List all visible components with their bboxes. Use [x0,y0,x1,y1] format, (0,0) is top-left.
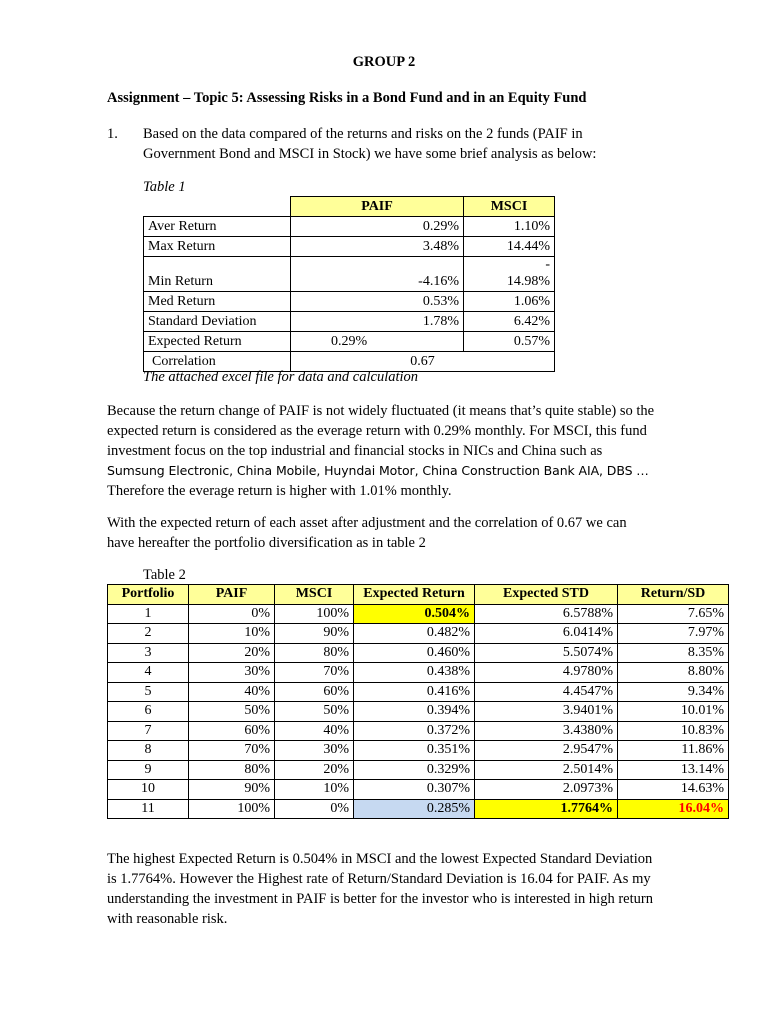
item-number: 1. [107,126,118,142]
page-heading: GROUP 2 [352,54,416,70]
msci-weight-cell: 90% [275,624,354,644]
paragraph-line: understanding the investment in PAIF is better for the investor who is interested in high return [107,891,653,907]
paif-weight-cell: 40% [189,682,275,702]
paragraph-line: investment focus on the top industrial and financial stocks in NICs and China such as [107,443,603,459]
paif-value: -4.16% [291,257,464,292]
paif-weight-cell: 80% [189,760,275,780]
table2 [107,584,729,819]
expected-return-cell: 0.438% [354,663,475,683]
table-row [108,721,729,741]
table1-header-blank [144,197,291,217]
expected-std-cell: 6.5788% [475,604,618,624]
return-sd-cell: 16.04% [618,799,729,819]
row-label: Max Return [144,237,291,257]
expected-return-cell: 0.394% [354,702,475,722]
expected-std-cell: 3.4380% [475,721,618,741]
paif-weight-cell: 90% [189,780,275,800]
return-sd-cell: 8.80% [618,663,729,683]
table-row [108,643,729,663]
expected-return-cell: 0.416% [354,682,475,702]
row-label: Aver Return [144,217,291,237]
expected-return-cell: 0.482% [354,624,475,644]
table2-header-return-sd: Return/SD [618,585,729,605]
correlation-value: 0.67 [291,352,555,372]
expected-std-cell: 2.9547% [475,741,618,761]
table2-header-row [108,585,729,605]
return-sd-cell: 10.01% [618,702,729,722]
paragraph-line: expected return is considered as the everage return with 0.29% monthly. For MSCI, this fund [107,423,647,439]
msci-minus-sign: - [545,257,550,272]
table-row [108,799,729,819]
portfolio-cell: 6 [108,702,189,722]
msci-weight-cell: 0% [275,799,354,819]
portfolio-cell: 1 [108,604,189,624]
paif-value: 3.48% [291,237,464,257]
table-row [108,760,729,780]
table2-header-portfolio: Portfolio [108,585,189,605]
paif-weight-cell: 50% [189,702,275,722]
portfolio-cell: 5 [108,682,189,702]
return-sd-cell: 14.63% [618,780,729,800]
paif-weight-cell: 100% [189,799,275,819]
return-sd-cell: 10.83% [618,721,729,741]
paif-value: 0.53% [291,292,464,312]
paragraph-line: is 1.7764%. However the Highest rate of Return/Standard Deviation is 16.04 for PAIF. As my [107,871,651,887]
table1-row [144,312,555,332]
paif-weight-cell: 0% [189,604,275,624]
msci-value: 14.98% [506,274,550,289]
msci-weight-cell: 100% [275,604,354,624]
table2-header-expected-return: Expected Return [354,585,475,605]
paragraph-line: Because the return change of PAIF is not widely fluctuated (it means that’s quite stable) so the [107,403,655,419]
row-label: Expected Return [144,332,291,352]
msci-value: 0.57% [464,332,555,352]
table1-caption: Table 1 [143,179,186,195]
return-sd-cell: 7.97% [618,624,729,644]
portfolio-cell: 8 [108,741,189,761]
expected-return-cell: 0.460% [354,643,475,663]
table-row [108,663,729,683]
paif-value: 1.78% [291,312,464,332]
row-label: Correlation [144,352,291,372]
paragraph-line: have hereafter the portfolio diversification as in table 2 [107,535,426,551]
row-label: Med Return [144,292,291,312]
return-sd-cell: 8.35% [618,643,729,663]
msci-value: 14.44% [464,237,555,257]
assignment-title: Assignment – Topic 5: Assessing Risks in a Bond Fund and in an Equity Fund [107,90,587,106]
paif-weight-cell: 20% [189,643,275,663]
paragraph-line: Sumsung Electronic, China Mobile, Huyndai Motor, China Construction Bank AIA, DBS … [107,463,649,478]
row-label: Min Return [144,257,291,292]
portfolio-cell: 9 [108,760,189,780]
table1-note: The attached excel file for data and calculation [143,369,419,385]
table-row [108,741,729,761]
analysis-paragraph [107,401,682,501]
expected-return-cell: 0.307% [354,780,475,800]
table2-header-msci-weight: MSCI [275,585,354,605]
paragraph-line: With the expected return of each asset after adjustment and the correlation of 0.67 we can [107,515,627,531]
msci-weight-cell: 70% [275,663,354,683]
table2-header-paif-weight: PAIF [189,585,275,605]
paif-value: 0.29% [291,332,464,352]
paif-weight-cell: 60% [189,721,275,741]
paif-weight-cell: 10% [189,624,275,644]
table2-caption: Table 2 [143,567,186,583]
expected-std-cell: 6.0414% [475,624,618,644]
return-sd-cell: 13.14% [618,760,729,780]
expected-return-cell: 0.285% [354,799,475,819]
msci-weight-cell: 50% [275,702,354,722]
table-row [108,604,729,624]
expected-std-cell: 2.0973% [475,780,618,800]
return-sd-cell: 11.86% [618,741,729,761]
msci-weight-cell: 60% [275,682,354,702]
expected-std-cell: 1.7764% [475,799,618,819]
portfolio-cell: 4 [108,663,189,683]
table2-header-expected-std: Expected STD [475,585,618,605]
return-sd-cell: 7.65% [618,604,729,624]
portfolio-cell: 2 [108,624,189,644]
portfolio-cell: 7 [108,721,189,741]
table1-row [144,332,555,352]
paragraph-line: The highest Expected Return is 0.504% in MSCI and the lowest Expected Standard Deviation [107,851,653,867]
portfolio-cell: 11 [108,799,189,819]
diversification-paragraph [107,513,682,553]
table1-header-msci: MSCI [464,197,555,217]
table1-row [144,292,555,312]
msci-weight-cell: 20% [275,760,354,780]
intro-line: Based on the data compared of the returns and risks on the 2 funds (PAIF in [143,126,583,142]
expected-return-cell: 0.351% [354,741,475,761]
expected-std-cell: 4.9780% [475,663,618,683]
portfolio-cell: 10 [108,780,189,800]
table1-row [144,217,555,237]
msci-weight-cell: 10% [275,780,354,800]
table1-header-paif: PAIF [291,197,464,217]
msci-value-wrapped [464,257,555,292]
table1-row [144,257,555,292]
table1-header-row [144,197,555,217]
paif-weight-cell: 30% [189,663,275,683]
msci-weight-cell: 30% [275,741,354,761]
paragraph-line: Therefore the everage return is higher with 1.01% monthly. [107,483,452,499]
expected-return-cell: 0.329% [354,760,475,780]
expected-std-cell: 3.9401% [475,702,618,722]
msci-value: 1.10% [464,217,555,237]
expected-return-cell: 0.372% [354,721,475,741]
paif-value: 0.29% [291,217,464,237]
return-sd-cell: 9.34% [618,682,729,702]
portfolio-cell: 3 [108,643,189,663]
expected-std-cell: 5.5074% [475,643,618,663]
expected-std-cell: 4.4547% [475,682,618,702]
table-row [108,780,729,800]
intro-paragraph [143,124,663,164]
paragraph-line: with reasonable risk. [107,911,228,927]
msci-weight-cell: 40% [275,721,354,741]
paif-weight-cell: 70% [189,741,275,761]
table-row [108,624,729,644]
conclusion-paragraph [107,849,707,929]
msci-value: 1.06% [464,292,555,312]
msci-weight-cell: 80% [275,643,354,663]
intro-line: Government Bond and MSCI in Stock) we have some brief analysis as below: [143,146,597,162]
table-row [108,682,729,702]
expected-return-cell: 0.504% [354,604,475,624]
table1 [143,196,555,372]
table1-row [144,237,555,257]
row-label: Standard Deviation [144,312,291,332]
table-row [108,702,729,722]
expected-std-cell: 2.5014% [475,760,618,780]
msci-value: 6.42% [464,312,555,332]
